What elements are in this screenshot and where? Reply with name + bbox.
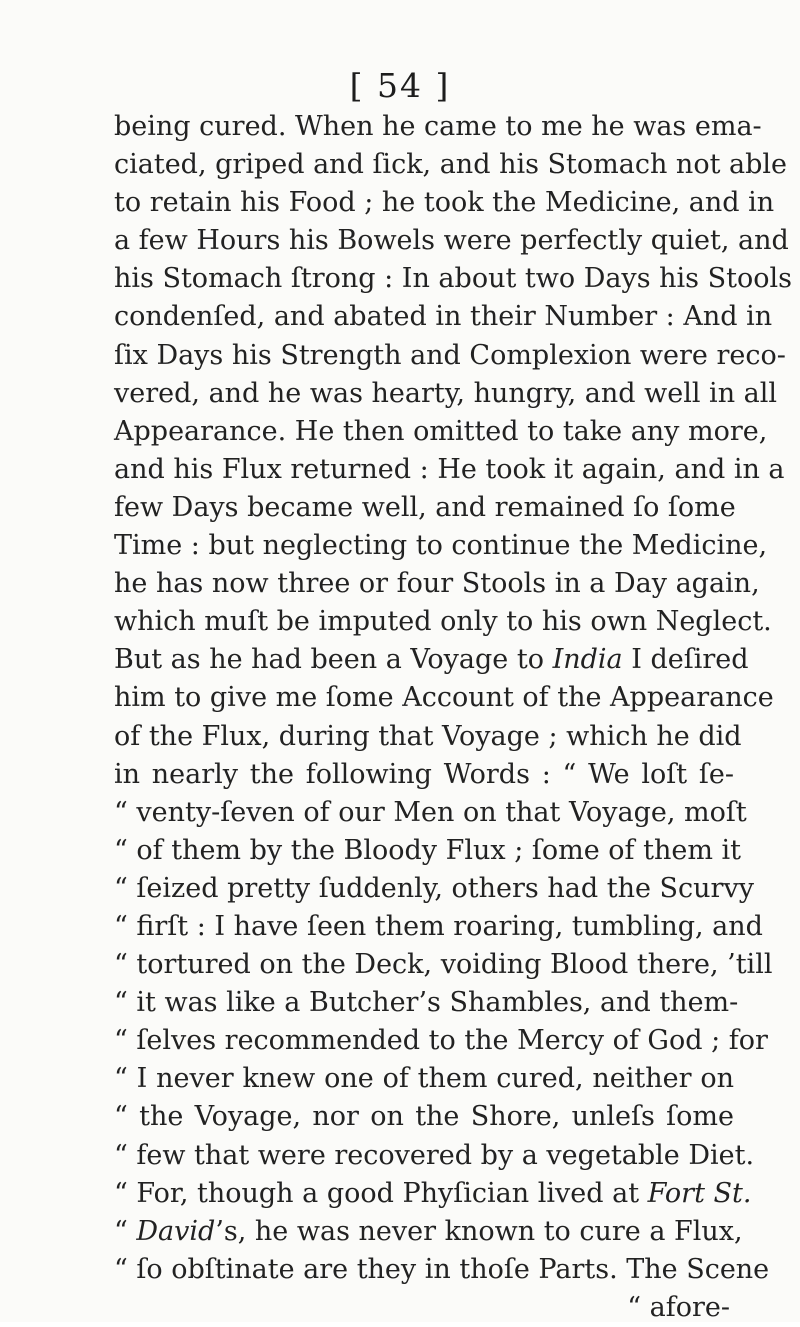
text-line: in nearly the following Words : “ We loſt ſe- xyxy=(114,758,734,790)
text-line: “ few that were recovered by a vegetable Diet. xyxy=(114,1139,755,1171)
text-line: “ the Voyage, nor on the Shore, unleſs ſome xyxy=(114,1101,734,1133)
text-line: “ firſt : I have ſeen them roaring, tumbling, and xyxy=(114,910,763,942)
text-line: “ venty-ſeven of our Men on that Voyage, moſt xyxy=(114,796,747,828)
catchword: “ afore- xyxy=(627,1291,730,1323)
text-line: being cured. When he came to me he was ema- xyxy=(114,111,762,142)
text-line: “ it was like a Butcher’s Shambles, and them- xyxy=(114,987,739,1019)
body-text xyxy=(114,108,792,1327)
text-line: which muſt be imputed only to his own Neglect. xyxy=(114,606,772,638)
text-line: condenſed, and abated in their Number : And in xyxy=(114,301,773,333)
text-line: a few Hours his Bowels were perfectly quiet, and xyxy=(114,225,789,257)
text-line: his Stomach ſtrong : In about two Days his Stools xyxy=(114,263,792,295)
text-line: ciated, griped and ſick, and his Stomach not able xyxy=(114,149,787,181)
text-line: vered, and he was hearty, hungry, and well in all xyxy=(114,377,778,409)
text-line: few Days became well, and remained ſo ſome xyxy=(114,491,736,523)
text-line: of the Flux, during that Voyage ; which he did xyxy=(114,720,742,752)
text-line: “ ſelves recommended to the Mercy of God ; for xyxy=(114,1025,768,1057)
text-line: “ tortured on the Deck, voiding Blood there, ’till xyxy=(114,949,773,981)
text-line: and his Flux returned : He took it again, and in a xyxy=(114,453,785,485)
text-line: ſix Days his Strength and Complexion were reco- xyxy=(114,339,786,371)
text-line: Time : but neglecting to continue the Medicine, xyxy=(114,530,768,562)
text-line: “ David’s, he was never known to cure a Flux, xyxy=(114,1215,743,1247)
text-line: “ For, though a good Phyſician lived at Fort St. xyxy=(114,1177,752,1209)
text-line: But as he had been a Voyage to India I deſired xyxy=(114,644,749,676)
text-line: him to give me ſome Account of the Appearance xyxy=(114,682,774,714)
text-line: to retain his Food ; he took the Medicine, and in xyxy=(114,187,775,219)
text-line: “ I never knew one of them cured, neither on xyxy=(114,1063,734,1095)
text-line: “ of them by the Bloody Flux ; ſome of them it xyxy=(114,834,742,866)
text-line: “ ſeized pretty ſuddenly, others had the Scurvy xyxy=(114,872,754,904)
text-line: “ ſo obſtinate are they in thoſe Parts. The Scene xyxy=(114,1253,770,1285)
page-header: [ 54 ] xyxy=(349,66,451,105)
text-line: he has now three or four Stools in a Day again, xyxy=(114,568,760,600)
text-line: Appearance. He then omitted to take any more, xyxy=(114,415,768,447)
